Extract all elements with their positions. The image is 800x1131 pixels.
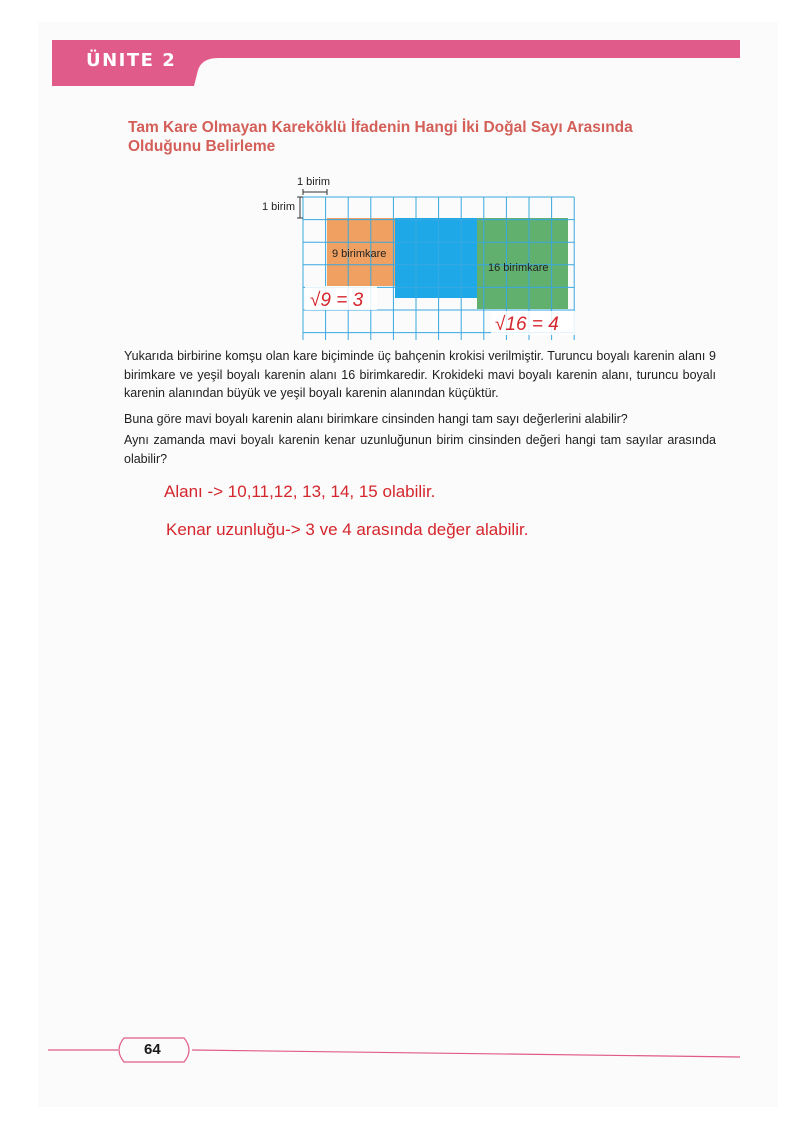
unit-header-bar bbox=[52, 40, 740, 86]
side-answer: Kenar uzunluğu-> 3 ve 4 arasında değer alabilir. bbox=[166, 520, 529, 539]
area-answer: Alanı -> 10,11,12, 13, 14, 15 olabilir. bbox=[164, 482, 436, 501]
section-title: Tam Kare Olmayan Kareköklü İfadenin Hangi İki Doğal Sayı Arasında Olduğunu Belirleme bbox=[128, 119, 633, 155]
unit-label: ÜNITE 2 bbox=[86, 50, 177, 71]
blue-square bbox=[395, 218, 477, 298]
green-annotation bbox=[491, 311, 575, 335]
garden-diagram bbox=[255, 170, 595, 345]
svg-text:√9 = 3: √9 = 3 bbox=[310, 290, 364, 311]
orange-square-label: 9 birimkare bbox=[332, 248, 387, 260]
problem-paragraph-2: Buna göre mavi boyalı karenin alanı birimkare cinsinden hangi tam sayı değerlerini alabilir? bbox=[124, 412, 628, 426]
grid-diagram bbox=[255, 170, 595, 340]
green-square-label: 16 birimkare bbox=[488, 262, 549, 274]
orange-annotation bbox=[305, 286, 377, 311]
problem-paragraph-3: Aynı zamanda mavi boyalı karenin kenar uzunluğunun birim cinsinden değeri hangi tam sayılar arasında olabilir? bbox=[124, 433, 716, 466]
unit-width-label: 1 birim bbox=[297, 176, 331, 188]
unit-height-label: 1 birim bbox=[262, 201, 296, 213]
footer-rule bbox=[0, 1030, 800, 1070]
page-number: 64 bbox=[144, 1041, 161, 1058]
problem-paragraph-1: Yukarıda birbirine komşu olan kare biçiminde üç bahçenin krokisi verilmiştir. Turuncu boyalı karenin alanı 9 birimkare ve yeşil boyalı karenin alanı 16 birimkaredir. Krokideki mavi boyalı karenin alanı, turuncu boyalı karenin alanından büyük ve yeşil boyalı karenin alanından küçüktür. bbox=[124, 349, 716, 400]
svg-text:√16 = 4: √16 = 4 bbox=[495, 314, 559, 335]
